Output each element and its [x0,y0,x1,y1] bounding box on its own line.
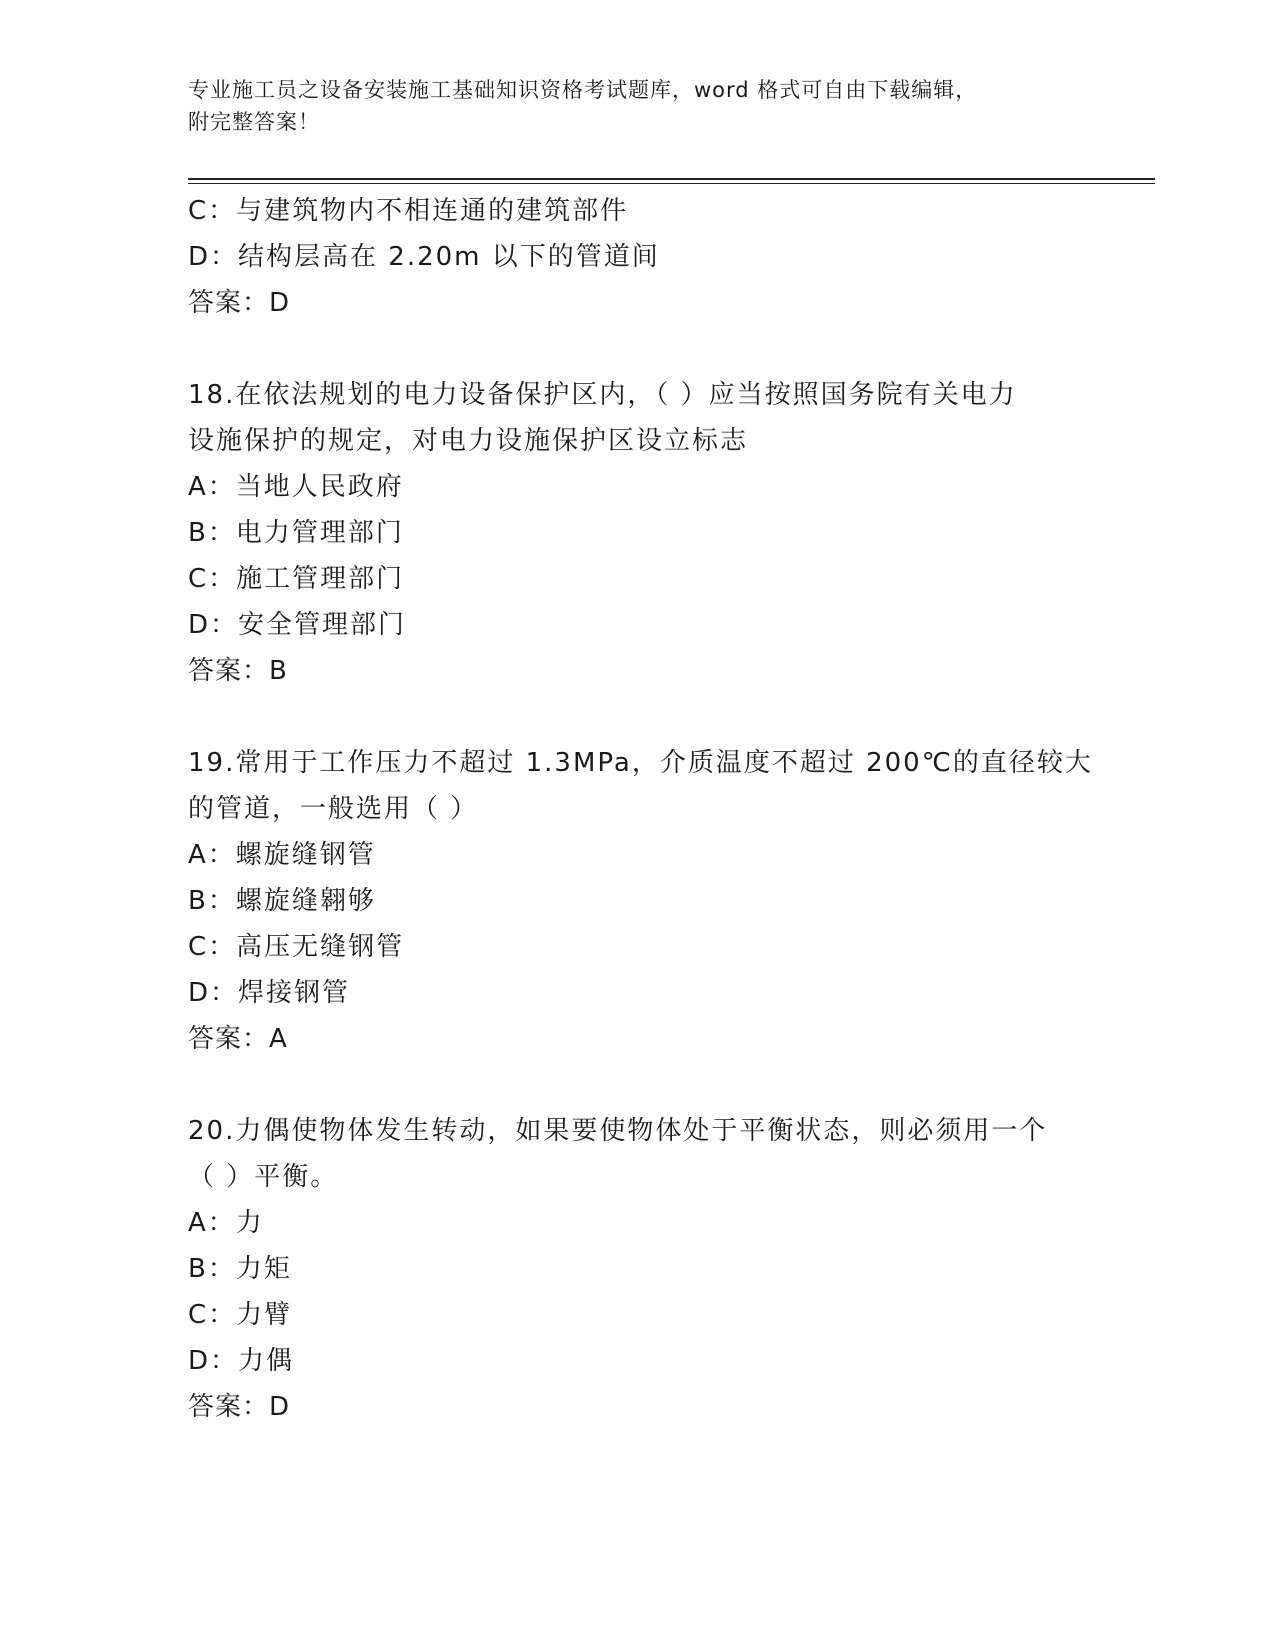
option-b: B：电力管理部门 [188,518,404,548]
option-a: A：当地人民政府 [188,472,404,502]
question-stem-line: （ ）平衡。 [188,1162,339,1192]
spacer [188,694,1088,740]
question-18 [188,372,1088,694]
answer-line: 答案：B [188,656,288,686]
header-divider-thin [188,183,1155,184]
previous-question-tail [188,188,1088,326]
answer-line: 答案：D [188,288,291,318]
question-stem-line: 19.常用于工作压力不超过 1.3MPa，介质温度不超过 200℃的直径较大 [188,748,1093,778]
question-stem-line: 的管道，一般选用（ ） [188,794,479,824]
option-b: B：螺旋缝翱够 [188,886,376,916]
option-c: C：高压无缝钢管 [188,932,405,962]
question-stem-line: 18.在依法规划的电力设备保护区内，（ ）应当按照国务院有关电力 [188,380,1017,410]
question-stem-line: 20.力偶使物体发生转动，如果要使物体处于平衡状态，则必须用一个 [188,1116,1048,1146]
answer-line: 答案：A [188,1024,288,1054]
header-divider-thick [188,178,1155,180]
option-d: D：力偶 [188,1346,295,1376]
page-header [188,74,1068,138]
option-c: C：施工管理部门 [188,564,405,594]
option-d: D：安全管理部门 [188,610,407,640]
spacer [188,326,1088,372]
header-title-line-1: 专业施工员之设备安装施工基础知识资格考试题库，word 格式可自由下载编辑， [188,78,978,102]
option-d: D：焊接钢管 [188,978,351,1008]
header-title-line-2: 附完整答案！ [188,110,320,134]
question-19 [188,740,1093,1062]
option-c: C：力臂 [188,1300,293,1330]
option-d: D：结构层高在 2.20m 以下的管道间 [188,242,660,272]
option-c: C：与建筑物内不相连通的建筑部件 [188,196,629,226]
option-a: A：螺旋缝钢管 [188,840,376,870]
question-stem-line: 设施保护的规定，对电力设施保护区设立标志 [188,426,749,456]
option-b: B：力矩 [188,1254,292,1284]
option-a: A：力 [188,1208,264,1238]
question-20 [188,1108,1088,1430]
answer-line: 答案：D [188,1392,291,1422]
spacer [188,1062,1088,1108]
question-list [188,188,1093,1430]
